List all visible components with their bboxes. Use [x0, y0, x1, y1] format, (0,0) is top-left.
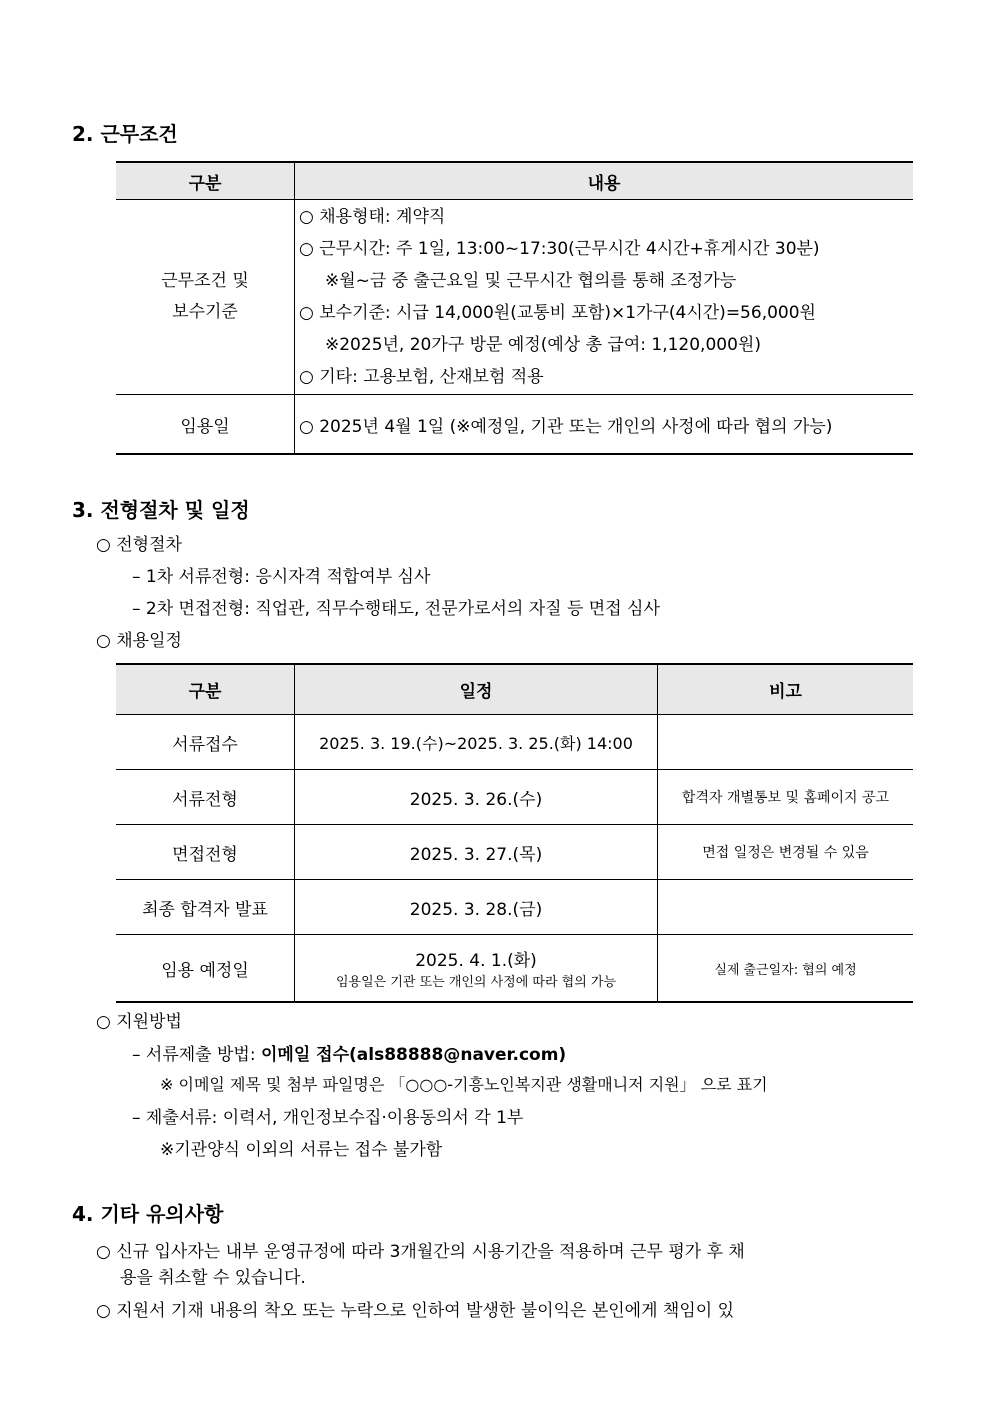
- table-row: 면접전형 2025. 3. 27.(목) 면접 일정은 변경될 수 있음: [116, 825, 913, 880]
- procedure-title: ○ 전형절차: [96, 535, 182, 555]
- schedule-header-category: 구분: [116, 664, 295, 715]
- schedule-table: [116, 663, 913, 1003]
- apply-method-2: – 제출서류: 이력서, 개인정보수집·이용동의서 각 1부: [132, 1108, 524, 1128]
- conditions-label: 근무조건 및 보수기준: [116, 200, 295, 395]
- schedule-header-note: 비고: [658, 664, 914, 715]
- section-2-heading: 2. 근무조건: [72, 122, 178, 146]
- schedule-title: ○ 채용일정: [96, 631, 182, 651]
- table-row: 서류전형 2025. 3. 26.(수) 합격자 개별통보 및 홈페이지 공고: [116, 770, 913, 825]
- section-3-heading: 3. 전형절차 및 일정: [72, 498, 250, 522]
- procedure-step-1: – 1차 서류전형: 응시자격 적합여부 심사: [132, 567, 431, 587]
- apply-method-2-note: ※기관양식 이외의 서류는 접수 불가함: [160, 1140, 443, 1160]
- table-row: 서류접수 2025. 3. 19.(수)~2025. 3. 25.(화) 14:00: [116, 715, 913, 770]
- apply-method-title: ○ 지원방법: [96, 1012, 182, 1032]
- header-category: 구분: [116, 162, 295, 200]
- section-4-heading: 4. 기타 유의사항: [72, 1202, 224, 1226]
- procedure-step-2: – 2차 면접전형: 직업관, 직무수행태도, 전문가로서의 자질 등 면접 심사: [132, 599, 660, 619]
- notice-2: ○ 지원서 기재 내용의 착오 또는 누락으로 인하여 발생한 불이익은 본인에게 책임이 있: [96, 1301, 735, 1321]
- start-date-content: ○ 2025년 4월 1일 (※예정일, 기관 또는 개인의 사정에 따라 협의 가능): [295, 395, 914, 455]
- apply-method-1-note: ※ 이메일 제목 및 첨부 파일명은 「○○○-기흥노인복지관 생활매니저 지원」 으로 표기: [160, 1075, 768, 1094]
- apply-method-1: – 서류제출 방법: 이메일 접수(als88888@naver.com): [132, 1045, 567, 1065]
- conditions-content: ○ 채용형태: 계약직 ○ 근무시간: 주 1일, 13:00~17:30(근무시간 4시간+휴게시간 30분) ※월~금 중 출근요일 및 근무시간 협의를 통해 조정가능 ○ 보수기준: 시급 14,000원(교통비 포함)×1가구(4시간)=56,000원 ※2025년, 20가구 방문 예정(예상 총 급여: 1,120,000원) ○ 기타: 고용보험, 산재보험 적용: [295, 200, 914, 395]
- work-conditions-table: [116, 161, 913, 455]
- table-row: 최종 합격자 발표 2025. 3. 28.(금): [116, 880, 913, 935]
- notice-1-line-a: ○ 신규 입사자는 내부 운영규정에 따라 3개월간의 시용기간을 적용하며 근무 평가 후 채: [96, 1242, 745, 1262]
- schedule-header-date: 일정: [295, 664, 658, 715]
- start-date-label: 임용일: [116, 395, 295, 455]
- table-row: 임용 예정일 2025. 4. 1.(화) 임용일은 기관 또는 개인의 사정에 따라 협의 가능 실제 출근일자: 협의 예정: [116, 935, 913, 1003]
- header-content: 내용: [295, 162, 914, 200]
- notice-1-line-b: 용을 취소할 수 있습니다.: [120, 1268, 306, 1288]
